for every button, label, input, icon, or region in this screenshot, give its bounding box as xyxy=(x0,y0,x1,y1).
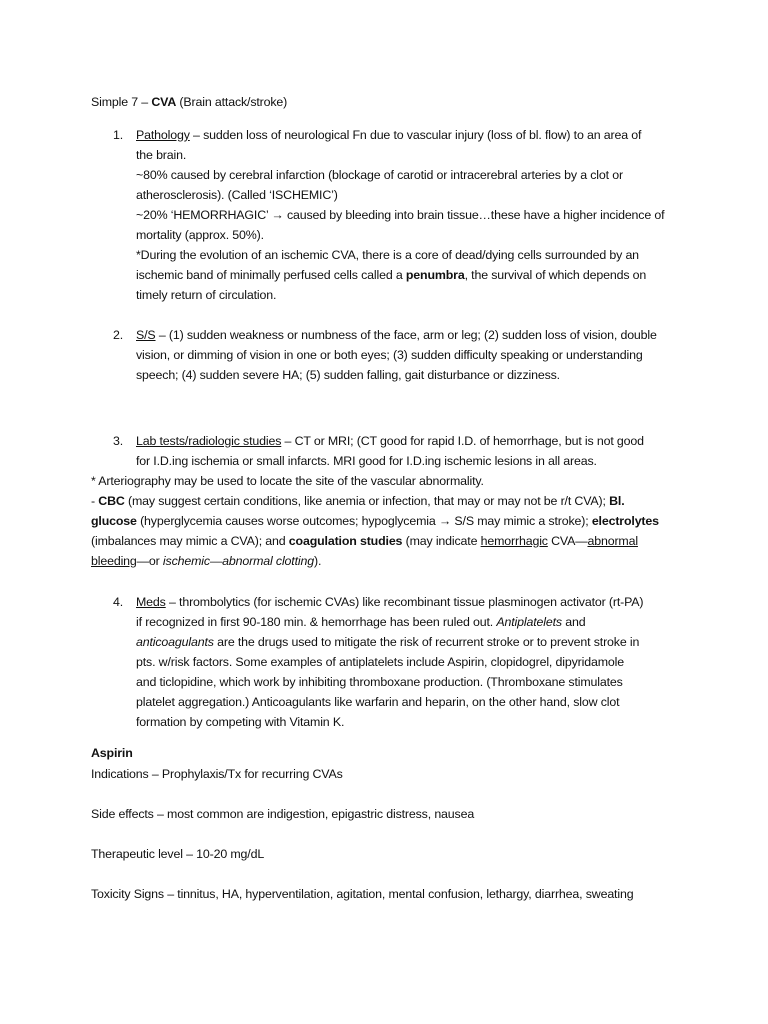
section-1-number: 1. xyxy=(113,128,124,142)
section-2-line-2: vision, or dimming of vision in one or both eyes; (3) sudden difficulty speaking or understanding xyxy=(136,348,643,362)
section-4-line-1: Meds – thrombolytics (for ischemic CVAs) like recombinant tissue plasminogen activator (rt-PA) xyxy=(136,595,644,609)
section-4-number: 4. xyxy=(113,595,124,609)
aspirin-heading: Aspirin xyxy=(91,746,133,760)
section-4-line-3: anticoagulants are the drugs used to mitigate the risk of recurrent stroke or to prevent stroke in xyxy=(136,635,640,649)
section-3-line-6: (imbalances may mimic a CVA); and coagulation studies (may indicate hemorrhagic CVA—abnormal xyxy=(91,534,638,548)
section-2-line-3: speech; (4) sudden severe HA; (5) sudden falling, gait disturbance or dizziness. xyxy=(136,368,560,382)
section-1-line-4: atherosclerosis). (Called ‘ISCHEMIC’) xyxy=(136,188,338,202)
section-3-heading: Lab tests/radiologic studies xyxy=(136,434,282,448)
section-4-line-4: pts. w/risk factors. Some examples of antiplatelets include Aspirin, clopidogrel, dipyridamole xyxy=(136,655,624,669)
document-title: Simple 7 – CVA (Brain attack/stroke) xyxy=(91,95,288,109)
section-2-heading: S/S xyxy=(136,328,156,342)
section-1-line-9: timely return of circulation. xyxy=(136,288,277,302)
section-3-line-4: - CBC (may suggest certain conditions, like anemia or infection, that may or may not be r/t CVA); Bl. xyxy=(91,494,625,508)
section-3-number: 3. xyxy=(113,434,124,448)
section-1-line-5: ~20% ‘HEMORRHAGIC’ → caused by bleeding into brain tissue…these have a higher incidence of xyxy=(136,208,665,222)
section-1-heading: Pathology xyxy=(136,128,190,142)
section-2-number: 2. xyxy=(113,328,124,342)
section-1-line-2: the brain. xyxy=(136,148,187,162)
section-2-line-1: S/S – (1) sudden weakness or numbness of the face, arm or leg; (2) sudden loss of vision, double xyxy=(136,328,657,342)
section-1-line-6: mortality (approx. 50%). xyxy=(136,228,264,242)
section-3-line-7: bleeding—or ischemic—abnormal clotting). xyxy=(91,554,322,568)
section-4-line-2: if recognized in first 90-180 min. & hemorrhage has been ruled out. Antiplatelets and xyxy=(136,615,586,629)
aspirin-side-effects: Side effects – most common are indigestion, epigastric distress, nausea xyxy=(91,807,475,821)
section-4-heading: Meds xyxy=(136,595,166,609)
section-3-line-5: glucose (hyperglycemia causes worse outcomes; hypoglycemia → S/S may mimic a stroke); electrolytes xyxy=(91,514,659,528)
section-3-line-3: * Arteriography may be used to locate the site of the vascular abnormality. xyxy=(91,474,484,488)
aspirin-therapeutic-level: Therapeutic level – 10-20 mg/dL xyxy=(91,847,265,861)
aspirin-toxicity-signs: Toxicity Signs – tinnitus, HA, hyperventilation, agitation, mental confusion, lethargy, diarrhea, sweating xyxy=(91,887,634,901)
section-1-line-7: *During the evolution of an ischemic CVA, there is a core of dead/dying cells surrounded by an xyxy=(136,248,639,262)
section-3-line-2: for I.D.ing ischemia or small infarcts. MRI good for I.D.ing ischemic lesions in all areas. xyxy=(136,454,597,468)
section-1-line-8: ischemic band of minimally perfused cells called a penumbra, the survival of which depends on xyxy=(136,268,647,282)
section-4-line-5: and ticlopidine, which work by inhibiting thromboxane production. (Thromboxane stimulates xyxy=(136,675,623,689)
aspirin-indications: Indications – Prophylaxis/Tx for recurring CVAs xyxy=(91,767,343,781)
section-1-line-1: Pathology – sudden loss of neurological Fn due to vascular injury (loss of bl. flow) to an area of xyxy=(136,128,642,142)
section-4-line-7: formation by competing with Vitamin K. xyxy=(136,715,345,729)
section-3-line-1: Lab tests/radiologic studies – CT or MRI; (CT good for rapid I.D. of hemorrhage, but is not good xyxy=(136,434,644,448)
section-4-line-6: platelet aggregation.) Anticoagulants like warfarin and heparin, on the other hand, slow clot xyxy=(136,695,620,709)
section-1-line-3: ~80% caused by cerebral infarction (blockage of carotid or intracerebral arteries by a clot or xyxy=(136,168,623,182)
